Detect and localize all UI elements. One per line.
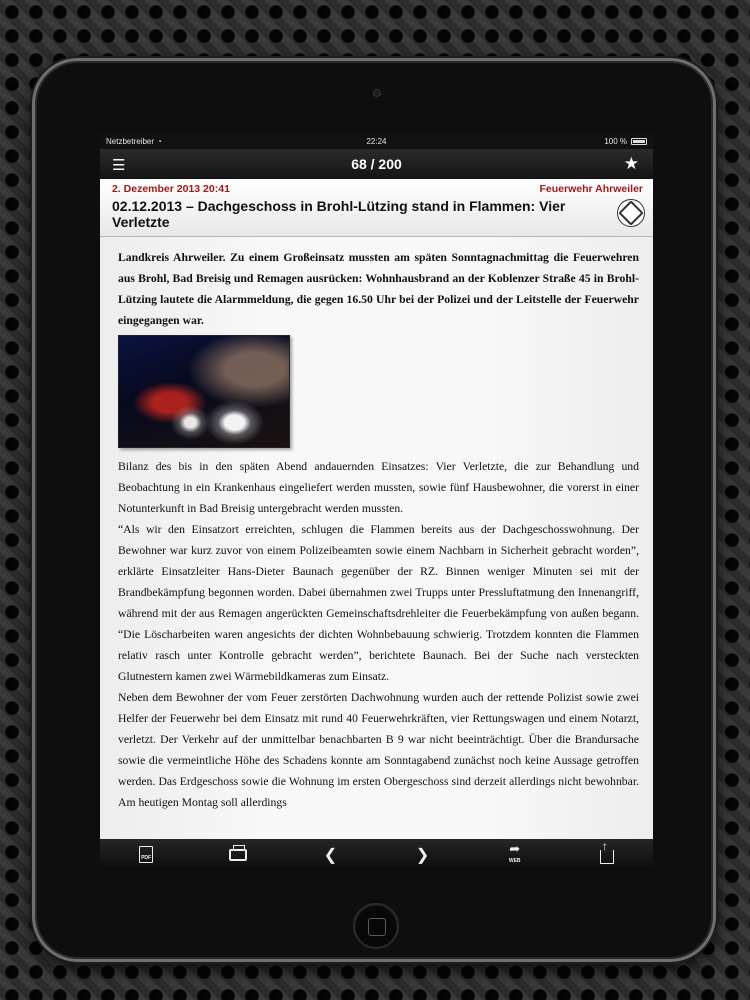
pdf-icon: PDF bbox=[139, 846, 153, 863]
article-meta bbox=[112, 183, 643, 195]
print-button[interactable] bbox=[218, 841, 258, 869]
chevron-right-icon: ❯ bbox=[415, 846, 430, 864]
article-paragraph: “Als wir den Einsatzort erreichten, schlugen die Flammen bereits aus der Dachgeschosswohnung. Der Bewohner war kurz zuvor von einem Polizeibeamten sowie einem Nachbarn in Sicherheit gebracht worden”, erklärte Einsatzleiter Hans-Dieter Baunach gegenüber der RZ. Binnen weniger Minuten sei mit der Brandbekämpfung begonnen worden. Dabei übernahmen zwei Trupps unter Pressluftatmung den Innenangriff, während mit der aus Remagen angerückten Gemeinschaftsdrehleiter die Feuerbekämpfung von außen begann. “Die Löscharbeiten waren angesichts der dichten Wohnbebauung schwierig. Trotzdem konnten die Flammen relativ rasch unter Kontrolle gebracht werden”, berichtete Baunach. Bei der Suche nach versteckten Glutnestern kamen zwei Wärmebildkameras zum Einsatz. bbox=[118, 523, 639, 683]
article-source: Feuerwehr Ahrweiler bbox=[539, 183, 643, 195]
article-paragraph: Neben dem Bewohner der vom Feuer zerstörten Dachwohnung wurden auch der rettende Polizist sowie zwei Helfer der Feuerwehr bei dem Einsatz mit rund 40 Feuerwehrkräften, vier Rettungswagen und einem Notarzt, verletzt. Der Verkehr auf der unmittelbar benachbarten B 9 war nicht beeinträchtigt. Über die Brandursache sowie die vermeintliche Höhe des Schadens konnte am Sonntagabend zunächst noch keine Aussage getroffen werden. Das Erdgeschoss sowie die Wohnung im ersten Obergeschoss sind derzeit allerdings nicht bewohnbar. Am heutigen Montag soll allerdings bbox=[118, 691, 639, 809]
article-date: 2. Dezember 2013 20:41 bbox=[112, 183, 230, 195]
article-body[interactable] bbox=[100, 237, 653, 839]
open-web-button[interactable] bbox=[495, 841, 535, 869]
star-icon[interactable]: ★ bbox=[623, 154, 639, 173]
print-icon bbox=[229, 849, 247, 861]
home-button[interactable] bbox=[353, 903, 399, 949]
article-paragraph: Bilanz des bis in den späten Abend andauernden Einsatzes: Vier Verletzte, die zur Behandlung und Beobachtung in ein Krankenhaus eingeliefert werden mussten, sowie fünf Hausbewohner, die vorerst in einer Notunterkunft in Bad Breisig untergebracht werden mussten. bbox=[118, 460, 639, 515]
battery-icon bbox=[631, 138, 647, 145]
share-button[interactable] bbox=[587, 841, 627, 869]
next-article-button[interactable] bbox=[403, 841, 443, 869]
wifi-icon: ◔ bbox=[157, 136, 162, 146]
menu-icon[interactable]: ☰ bbox=[112, 157, 126, 174]
article-header bbox=[100, 179, 653, 237]
chevron-left-icon: ❮ bbox=[323, 846, 338, 864]
fire-department-logo bbox=[617, 199, 645, 227]
clock: 22:24 bbox=[366, 136, 387, 146]
pdf-button[interactable] bbox=[126, 841, 166, 869]
web-forward-icon: ➦ WEB bbox=[508, 840, 521, 864]
article-headline: 02.12.2013 – Dachgeschoss in Brohl-Lützing stand in Flammen: Vier Verletzte bbox=[112, 198, 566, 230]
app-screen bbox=[100, 133, 653, 870]
article-photo[interactable] bbox=[118, 335, 290, 448]
previous-article-button[interactable] bbox=[310, 841, 350, 869]
battery-status: 100 % bbox=[377, 137, 648, 146]
article-counter: 68 / 200 bbox=[351, 156, 402, 172]
article-lead: Landkreis Ahrweiler. Zu einem Großeinsatz mussten am späten Sonntagnachmittag die Feuerwehren aus Brohl, Bad Breisig und Remagen ausrücken: Wohnhausbrand an der Koblenzer Straße 45 in Brohl-Lützing lautete die Alarmmeldung, die gegen 16.50 Uhr bei der Polizei und der Leitstelle der Feuerwehr eingegangen war. bbox=[118, 251, 639, 327]
carrier-label: Netzbetreiber ◔ bbox=[106, 136, 162, 146]
nav-bar bbox=[100, 149, 653, 179]
camera bbox=[373, 89, 381, 97]
bottom-toolbar bbox=[100, 839, 653, 870]
share-icon bbox=[600, 850, 614, 864]
status-bar bbox=[100, 133, 653, 149]
